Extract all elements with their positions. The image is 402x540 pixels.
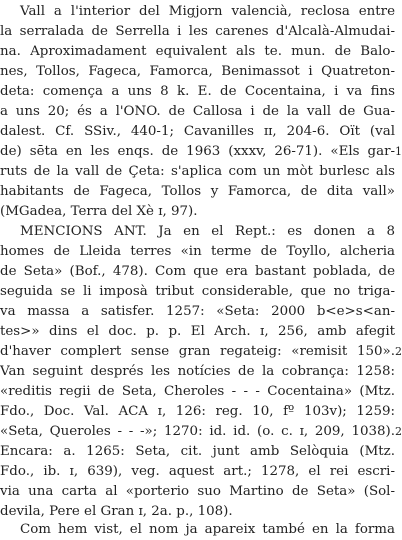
text-line: homes de Lleida terres «in terme de Toyllo, alcheria [0,244,395,259]
text-line: Vall a l'interior del Migjorn valencià, reclosa entre [20,4,395,19]
text-line: «reditis regii de Seta, Cheroles - - - Cocentaina» (Mtz. [0,384,395,399]
text-line: habitants de Fageca, Tollos y Famorca, de dita vall» [0,184,395,199]
text-line: de) sēta en les enqs. de 1963 (xxxv, 26-71). «Els gar- [0,144,395,159]
text-line: Fdo., Doc. Val. ACA ɪ, 126: reg. 10, fº 103v); 1259: [0,404,395,419]
text-line: tes>» dins el doc. p. p. El Arch. ɪ, 256, amb afegit [0,324,395,339]
text-line: va massa a satisfer. 1257: «Seta: 2000 b<e>s<an- [0,304,395,319]
text-line: Encara: a. 1265: Seta, cit. junt amb Selòquia (Mtz. [0,444,395,459]
text-line: (MGadea, Terra del Xè ɪ, 97). [0,204,198,219]
text-line: Com hem vist, el nom ja apareix també en la forma [20,522,395,537]
text-line: d'haver complert sense gran regateig: «remisit 150». [0,344,395,359]
text-line: ruts de la vall de Çeta: s'aplica com un mòt burlesc als [0,164,395,179]
text-line: dalest. Cf. SSiv., 440-1; Cavanilles ɪɪ, 204-6. Oït (val [0,124,395,139]
text-line: de Seta» (Bof., 478). Com que era bastant poblada, de [0,264,395,279]
text-line: la serralada de Serrella i les carenes d'Alcalà-Almudai- [0,24,395,39]
section-heading-line: MENCIONS ANT. Ja en el Rept.: es donen a 8 [20,224,395,239]
text-line: na. Aproximadament equivalent als te. mun. de Balo- [0,44,395,59]
text-line: a uns 20; és a l'ONO. de Callosa i de la vall de Gua- [0,104,395,119]
text-line: «Seta, Queroles - - -»; 1270: id. id. (o. c. ɪ, 209, 1038). [0,424,395,439]
margin-line-number: 2 [395,425,402,438]
margin-line-number: 1 [395,145,402,158]
text-line: devila, Pere el Gran ɪ, 2a. p., 108). [0,504,233,519]
text-line: deta: comença a uns 8 k. E. de Cocentaina, i va fins [0,84,395,99]
text-line: via una carta al «porterio suo Martino de Seta» (Sol- [0,484,395,499]
margin-line-number: 2 [395,345,402,358]
text-line: seguida se li imposà tribut considerable, que no triga- [0,284,395,299]
text-line: nes, Tollos, Fageca, Famorca, Benimassot i Quatreton- [0,64,395,79]
text-line: Fdo., ib. ɪ, 639), veg. aquest art.; 1278, el rei escri- [0,464,395,479]
text-line: Van seguint després les notícies de la cobrança: 1258: [0,364,395,379]
